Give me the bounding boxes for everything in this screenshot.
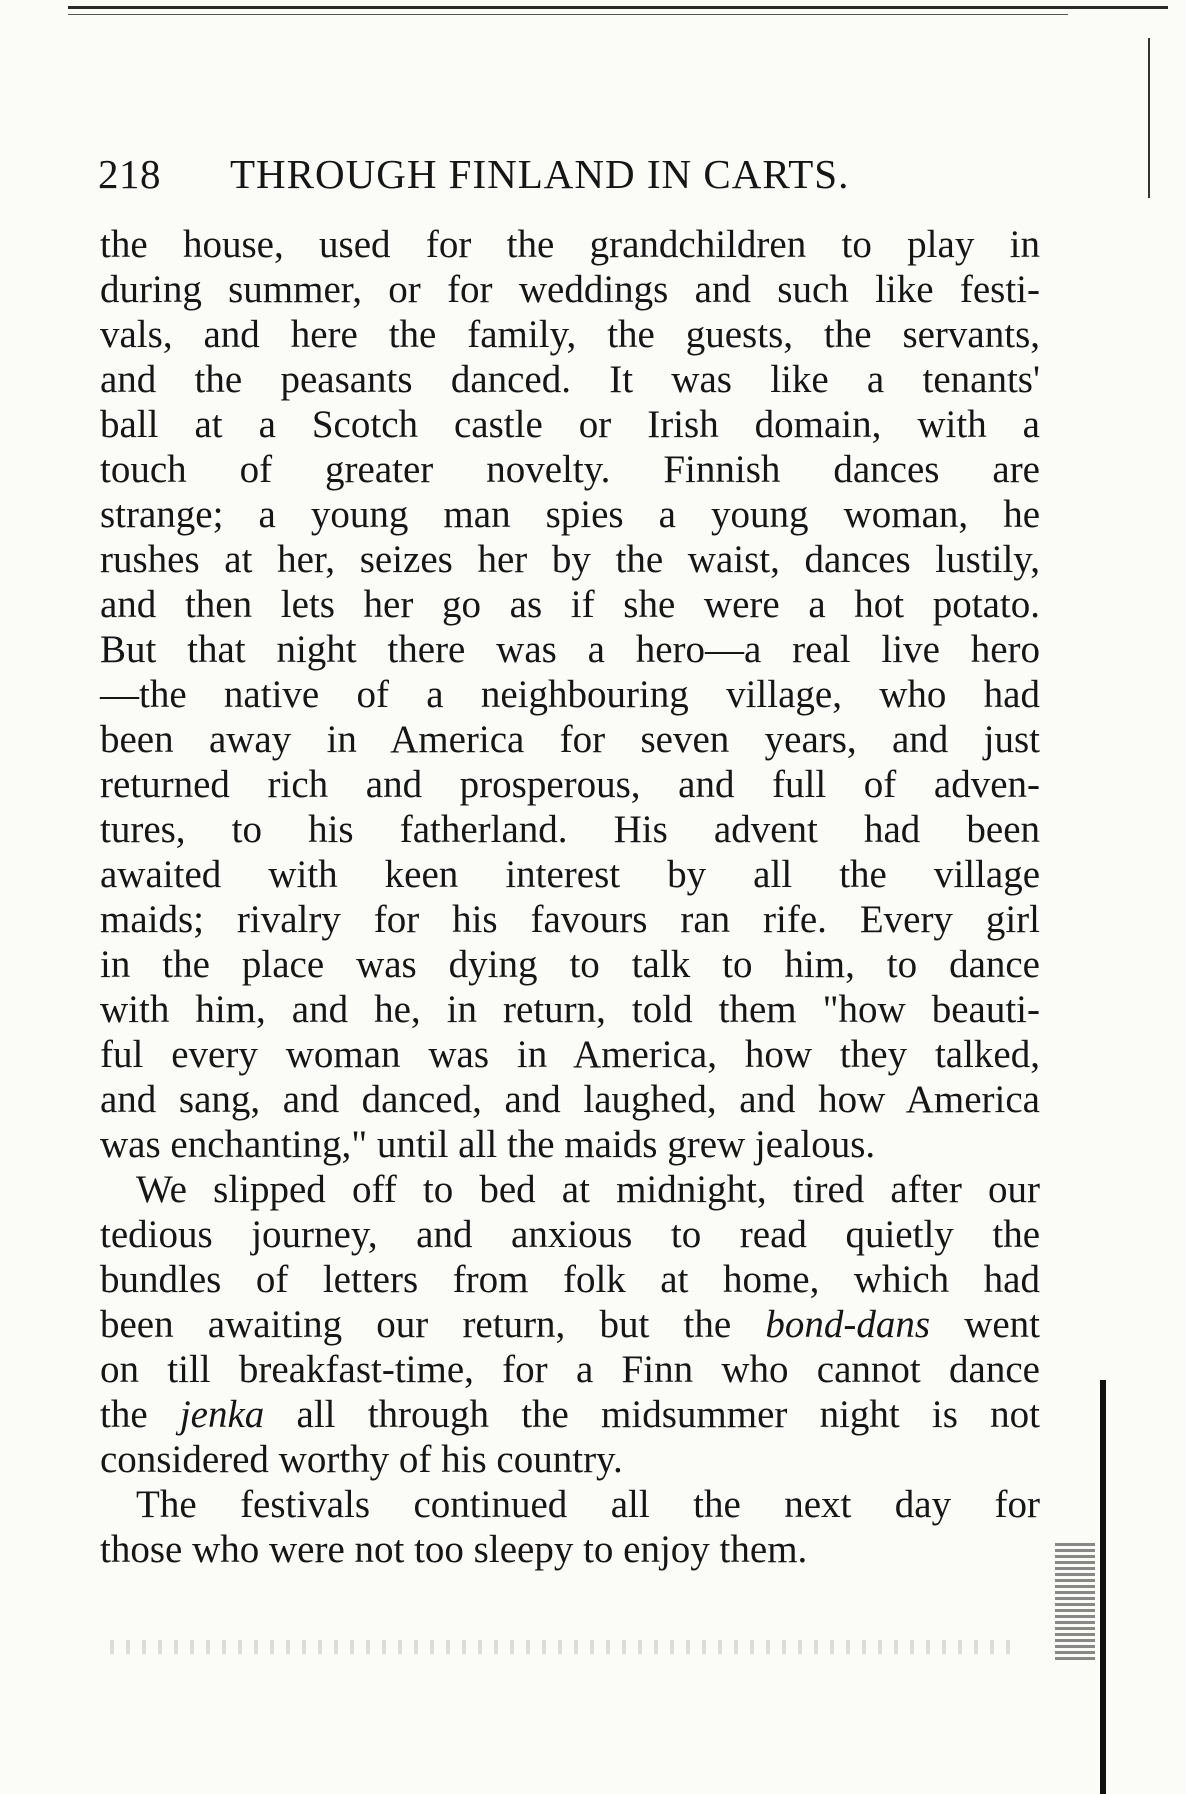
text-line: been awaiting our return, but the bond-dans went: [100, 1303, 1041, 1346]
text-line: We slipped off to bed at midnight, tired after our: [136, 1168, 1040, 1211]
text-line: tures, to his fatherland. His advent had been: [100, 808, 1040, 851]
text-line: on till breakfast-time, for a Finn who cannot dance: [100, 1348, 1040, 1391]
text-line: returned rich and prosperous, and full of adven-: [100, 763, 1040, 806]
page-number: 218: [98, 151, 161, 197]
text-line: awaited with keen interest by all the village: [100, 853, 1040, 896]
page-edge-line: [1148, 38, 1150, 198]
text-line: bundles of letters from folk at home, which had: [100, 1258, 1040, 1301]
text-line: strange; a young man spies a young woman, he: [100, 493, 1040, 536]
italic-term: jenka: [179, 1393, 265, 1436]
page-edge-shadow: [1100, 1380, 1106, 1794]
scan-speckle: [1055, 1540, 1095, 1660]
text-line: was enchanting," until all the maids grew jealous.: [100, 1123, 876, 1166]
running-head: [98, 150, 1058, 210]
running-title: THROUGH FINLAND IN CARTS.: [230, 151, 850, 197]
text-line: ful every woman was in America, how they talked,: [100, 1033, 1040, 1076]
text-line: —the native of a neighbouring village, who had: [100, 673, 1040, 716]
text-line: touch of greater novelty. Finnish dances are: [100, 448, 1040, 491]
top-rule: [68, 6, 1168, 9]
text-line: the jenka all through the midsummer night is not: [100, 1393, 1040, 1436]
text-line: and the peasants danced. It was like a tenants': [100, 358, 1040, 401]
text-line: tedious journey, and anxious to read quietly the: [100, 1213, 1040, 1256]
text-line: been away in America for seven years, and just: [100, 718, 1040, 761]
text-line: and sang, and danced, and laughed, and how America: [100, 1078, 1040, 1121]
text-line: maids; rivalry for his favours ran rife. Every girl: [100, 898, 1040, 941]
text-line: The festivals continued all the next day for: [136, 1483, 1040, 1526]
text-line: rushes at her, seizes her by the waist, dances lustily,: [100, 538, 1040, 581]
top-rule-thin: [68, 14, 1068, 15]
text-line: with him, and he, in return, told them "how beauti-: [100, 988, 1040, 1031]
text-line: vals, and here the family, the guests, the servants,: [100, 313, 1040, 356]
text-line: and then lets her go as if she were a hot potato.: [100, 583, 1040, 626]
text-line: those who were not too sleepy to enjoy them.: [100, 1528, 808, 1571]
show-through-text: [110, 1640, 1010, 1654]
text-line: But that night there was a hero—a real live hero: [100, 628, 1040, 671]
text-line: the house, used for the grandchildren to play in: [100, 223, 1040, 266]
body-text: [100, 222, 1040, 1572]
italic-term: bond-dans: [765, 1303, 931, 1346]
text-line: in the place was dying to talk to him, to dance: [100, 943, 1040, 986]
text-line: ball at a Scotch castle or Irish domain, with a: [100, 403, 1040, 446]
text-line: during summer, or for weddings and such like festi-: [100, 268, 1040, 311]
text-line: considered worthy of his country.: [100, 1438, 623, 1481]
